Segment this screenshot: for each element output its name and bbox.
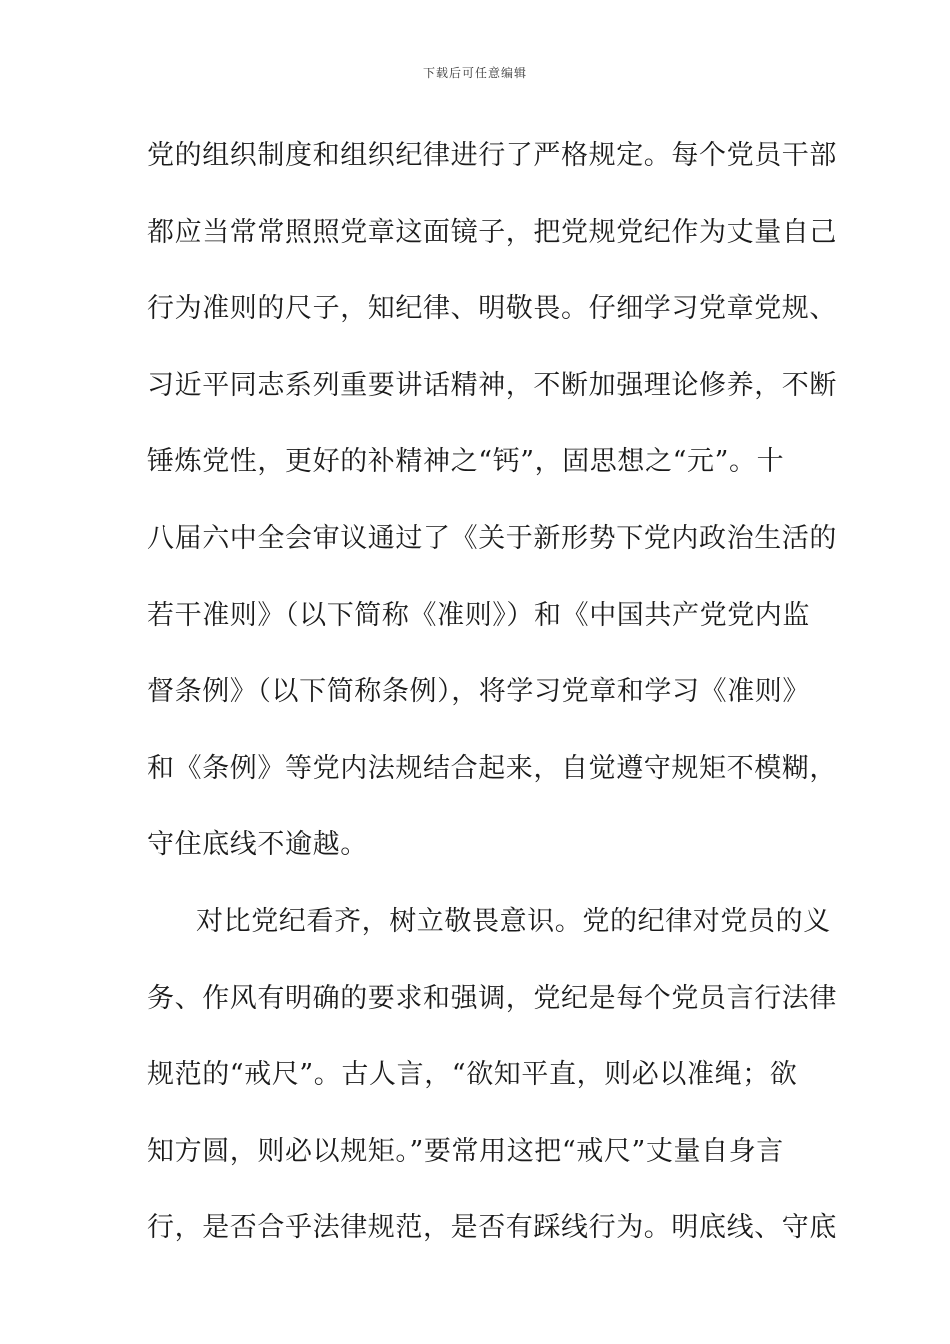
paragraph-start-line: 对比党纪看齐，树立敬畏意识。党的纪律对党员的义	[196, 905, 831, 937]
page-header: 下载后可任意编辑	[422, 66, 527, 80]
text-line: 习近平同志系列重要讲话精神，不断加强理论修养，不断	[147, 369, 837, 401]
text-line: 知方圆，则必以规矩。”要常用这把“戒尺”丈量自身言	[147, 1135, 784, 1167]
document-body	[147, 118, 837, 1267]
text-line: 都应当常常照照党章这面镜子，把党规党纪作为丈量自己	[147, 216, 837, 248]
text-line: 若干准则》（以下简称《准则》）和《中国共产党党内监	[147, 599, 810, 631]
text-line: 八届六中全会审议通过了《关于新形势下党内政治生活的	[147, 522, 837, 554]
text-line: 督条例》（以下简称条例），将学习党章和学习《准则》	[147, 676, 810, 708]
text-line: 守住底线不逾越。	[147, 829, 368, 861]
text-line: 党的组织制度和组织纪律进行了严格规定。每个党员干部	[147, 140, 837, 171]
text-line: 锤炼党性，更好的补精神之“钙”，固思想之“元”。十	[147, 446, 785, 478]
text-line: 行为准则的尺子，知纪律、明敬畏。仔细学习党章党规、	[147, 293, 837, 325]
text-line: 规范的“戒尺”。古人言，“欲知平直，则必以准绳；欲	[147, 1059, 798, 1091]
text-line: 行，是否合乎法律规范，是否有踩线行为。明底线、守底	[147, 1212, 837, 1244]
text-line: 和《条例》等党内法规结合起来，自觉遵守规矩不模糊，	[147, 752, 837, 784]
text-line: 务、作风有明确的要求和强调，党纪是每个党员言行法律	[147, 982, 837, 1014]
